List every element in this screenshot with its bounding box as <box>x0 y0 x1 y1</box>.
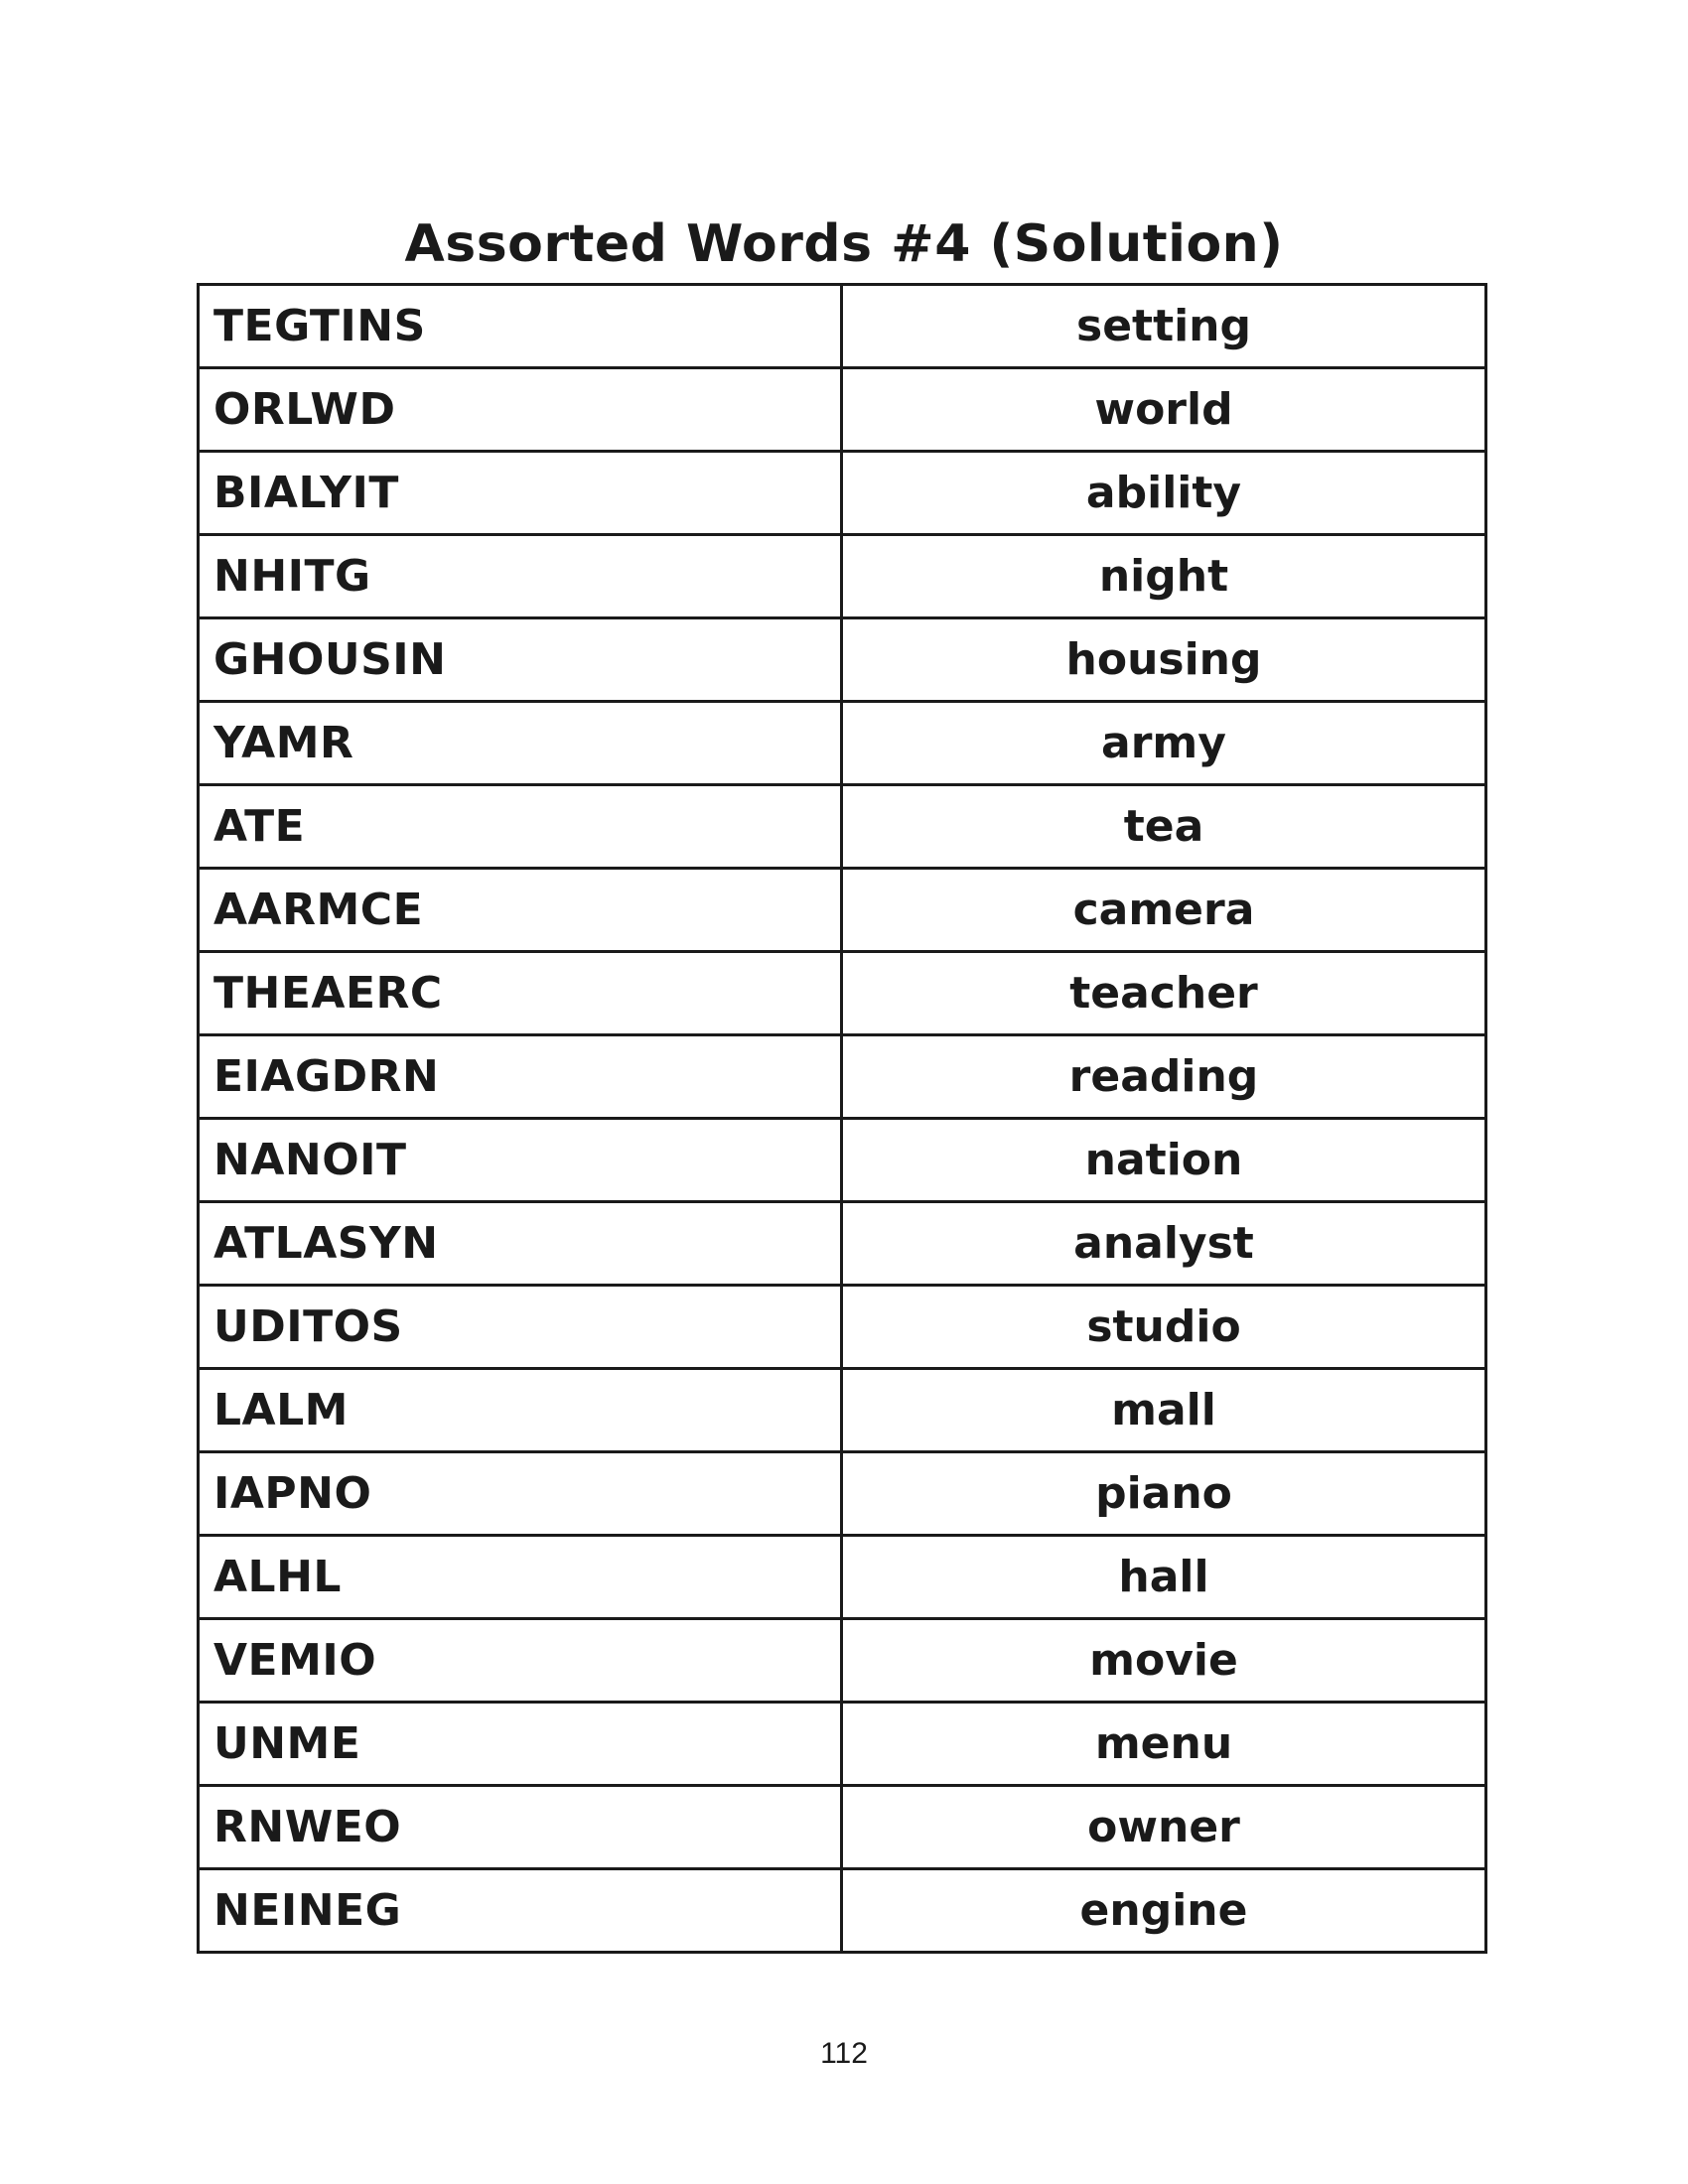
solution-word-cell: camera <box>842 869 1486 952</box>
scrambled-word-cell: UNME <box>199 1703 842 1786</box>
solution-word-cell: nation <box>842 1119 1486 1202</box>
table-row <box>199 1369 1486 1452</box>
solution-word-cell: movie <box>842 1619 1486 1703</box>
page-number: 112 <box>820 2037 868 2070</box>
word-rows <box>199 285 1486 1953</box>
scrambled-word-cell: VEMIO <box>199 1619 842 1703</box>
table-row <box>199 368 1486 452</box>
table-row <box>199 785 1486 869</box>
table-row <box>199 1452 1486 1536</box>
solution-word-cell: menu <box>842 1703 1486 1786</box>
table-row <box>199 1119 1486 1202</box>
scrambled-word-cell: UDITOS <box>199 1286 842 1369</box>
table-row <box>199 952 1486 1035</box>
scrambled-word-cell: RNWEO <box>199 1786 842 1869</box>
scrambled-word-cell: GHOUSIN <box>199 618 842 702</box>
scrambled-word-cell: BIALYIT <box>199 452 842 535</box>
scrambled-word-cell: TEGTINS <box>199 285 842 368</box>
scrambled-word-cell: ATLASYN <box>199 1202 842 1286</box>
scrambled-word-cell: NEINEG <box>199 1869 842 1953</box>
scrambled-word-cell: IAPNO <box>199 1452 842 1536</box>
scrambled-word-cell: THEAERC <box>199 952 842 1035</box>
scrambled-word-cell: EIAGDRN <box>199 1035 842 1119</box>
solution-word-cell: world <box>842 368 1486 452</box>
solution-word-cell: housing <box>842 618 1486 702</box>
table-row <box>199 452 1486 535</box>
solution-word-cell: studio <box>842 1286 1486 1369</box>
solution-word-cell: teacher <box>842 952 1486 1035</box>
solution-word-cell: army <box>842 702 1486 785</box>
solution-word-cell: ability <box>842 452 1486 535</box>
scrambled-word-cell: ORLWD <box>199 368 842 452</box>
table-row <box>199 1536 1486 1619</box>
word-solution-table <box>197 283 1487 1954</box>
table-row <box>199 1035 1486 1119</box>
solution-word-cell: reading <box>842 1035 1486 1119</box>
scrambled-word-cell: ALHL <box>199 1536 842 1619</box>
table-row <box>199 1869 1486 1953</box>
solution-word-cell: setting <box>842 285 1486 368</box>
solution-word-cell: owner <box>842 1786 1486 1869</box>
table-row <box>199 1703 1486 1786</box>
scrambled-word-cell: NHITG <box>199 535 842 618</box>
solution-word-cell: piano <box>842 1452 1486 1536</box>
table-row <box>199 1786 1486 1869</box>
scrambled-word-cell: ATE <box>199 785 842 869</box>
table-row <box>199 1202 1486 1286</box>
table-row <box>199 702 1486 785</box>
solution-word-cell: engine <box>842 1869 1486 1953</box>
scrambled-word-cell: YAMR <box>199 702 842 785</box>
table-row <box>199 1286 1486 1369</box>
table-row <box>199 535 1486 618</box>
solution-word-cell: night <box>842 535 1486 618</box>
scrambled-word-cell: NANOIT <box>199 1119 842 1202</box>
solution-word-cell: tea <box>842 785 1486 869</box>
table-row <box>199 869 1486 952</box>
scrambled-word-cell: AARMCE <box>199 869 842 952</box>
table-row <box>199 285 1486 368</box>
table-row <box>199 618 1486 702</box>
page-title: Assorted Words #4 (Solution) <box>404 214 1284 274</box>
solution-word-cell: mall <box>842 1369 1486 1452</box>
solution-word-cell: hall <box>842 1536 1486 1619</box>
solution-word-cell: analyst <box>842 1202 1486 1286</box>
table-row <box>199 1619 1486 1703</box>
scrambled-word-cell: LALM <box>199 1369 842 1452</box>
